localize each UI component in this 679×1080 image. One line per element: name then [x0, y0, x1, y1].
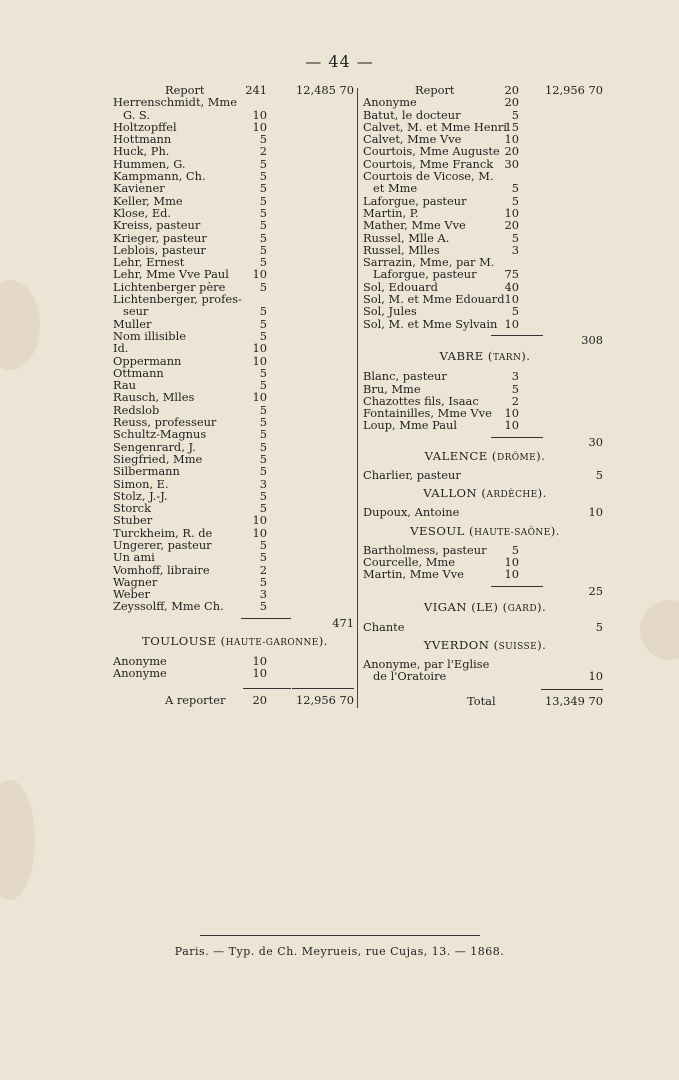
donor-amount: 5 [259, 193, 267, 208]
list-item [113, 600, 357, 612]
list-item [363, 305, 607, 317]
heading-city: VABRE [439, 349, 484, 364]
column-divider [357, 88, 358, 708]
donor-amount: 10 [504, 554, 519, 569]
section-heading-valence: VALENCE (DRÔME). [424, 449, 546, 464]
donor-amount: 5 [259, 427, 267, 442]
donor-amount: 10 [252, 353, 267, 368]
list-item [113, 667, 357, 679]
donor-amount: 5 [259, 365, 267, 380]
list-item [363, 318, 607, 330]
donor-amount: 10 [252, 525, 267, 540]
donor-total: 5 [595, 468, 603, 483]
section-heading-vabre: VABRE (TARN). [439, 349, 531, 364]
donor-amount: 10 [252, 666, 267, 681]
donor-name: Report [415, 83, 455, 97]
donor-name: Martin, Mme Vve [363, 567, 464, 582]
donor-name: Id. [113, 341, 129, 356]
donor-amount: 3 [511, 242, 519, 257]
donor-name: Anonyme [113, 654, 167, 669]
heading-region: DRÔME [496, 453, 537, 464]
section-heading-vigan: VIGAN (LE) (GARD). [423, 599, 547, 614]
donor-amount: 5 [259, 156, 267, 171]
list-item [363, 96, 607, 108]
donor-name: Storck [113, 501, 151, 516]
right-subtotal-row-2 [363, 432, 607, 449]
right-column [363, 84, 607, 707]
donor-amount: 5 [259, 132, 267, 147]
carry-label: A reporter [165, 692, 226, 707]
donor-name: Schultz-Magnus [113, 427, 207, 442]
donor-name: Blanc, pasteur [363, 369, 447, 384]
donor-total: 10 [588, 505, 603, 520]
donor-amount: 10 [504, 567, 519, 582]
donor-name: Redslob [113, 402, 160, 417]
donor-amount: 75 [504, 267, 519, 282]
donor-name: Leblois, pasteur [113, 242, 206, 257]
donor-amount: 5 [259, 279, 267, 294]
donor-amount: 10 [252, 513, 267, 528]
donor-name: Calvet, Mme Vve [363, 132, 462, 147]
subtotal-value: 25 [588, 583, 603, 598]
donor-name: Vomhoff, libraire [113, 562, 210, 577]
donor-total: 10 [588, 669, 603, 684]
donor-name: Calvet, M. et Mme Henri [363, 119, 507, 134]
donor-amount: 5 [259, 451, 267, 466]
list-item [113, 145, 357, 157]
donor-name: Silbermann [113, 464, 180, 479]
list-item [113, 305, 357, 317]
donor-name: Russel, Mlles [363, 242, 440, 257]
donor-name: Sarrazin, Mme, par M. [363, 255, 495, 270]
donor-amount: 10 [252, 267, 267, 282]
grand-total-row [363, 693, 607, 707]
list-item [113, 465, 357, 477]
heading-city: VALLON [423, 486, 478, 501]
donor-amount: 5 [511, 304, 519, 319]
donor-amount: 30 [504, 156, 519, 171]
subtotal-value: 471 [332, 615, 354, 630]
donor-total: 5 [595, 619, 603, 634]
donor-name: Chante [363, 619, 405, 634]
total-rule [541, 689, 603, 690]
heading-city: TOULOUSE [142, 634, 217, 649]
subtotal-rule [491, 437, 543, 438]
donor-amount: 5 [259, 550, 267, 565]
donor-amount: 2 [511, 393, 519, 408]
donor-amount: 5 [259, 464, 267, 479]
donor-name: Stolz, J.-J. [113, 488, 168, 503]
donor-name: Anonyme [363, 95, 417, 110]
list-item [363, 621, 607, 633]
carry-amount: 20 [252, 692, 267, 707]
right-subtotal-row-1 [363, 330, 607, 347]
donor-name: Lehr, Mme Vve Paul [113, 267, 229, 282]
heading-city: YVERDON [423, 638, 490, 653]
donor-amount: 20 [504, 95, 519, 110]
donor-amount: 5 [259, 242, 267, 257]
donor-name: Courtois, Mme Auguste [363, 144, 500, 159]
list-item [113, 182, 357, 194]
right-subtotal-row-3 [363, 581, 607, 598]
donor-name: Nom illisible [113, 328, 186, 343]
donor-amount: 5 [259, 255, 267, 270]
right-entry-list [363, 84, 607, 330]
donor-amount: 5 [511, 107, 519, 122]
donor-amount: 10 [504, 418, 519, 433]
donor-name: Chazottes fils, Isaac [363, 393, 479, 408]
donor-amount: 5 [259, 415, 267, 430]
donor-name: Sol, Edouard [363, 279, 438, 294]
heading-region: HAUTE-SAÔNE [474, 527, 551, 538]
donor-name: Russel, Mlle A. [363, 230, 450, 245]
donor-amount: 5 [511, 193, 519, 208]
subtotal-rule [241, 618, 291, 619]
donor-name: G. S. [123, 107, 150, 122]
list-item [363, 506, 607, 518]
donor-amount: 20 [504, 218, 519, 233]
donor-name: Courcelle, Mme [363, 554, 455, 569]
donor-name: Ottmann [113, 365, 164, 380]
donor-amount: 10 [504, 406, 519, 421]
donor-amount: 2 [259, 562, 267, 577]
donor-name: Laforgue, pasteur [373, 267, 477, 282]
donor-amount: 2 [259, 144, 267, 159]
total-rules [363, 685, 607, 693]
donor-amount: 5 [259, 599, 267, 614]
donor-name: Wagner [113, 574, 158, 589]
section-heading-yverdon: YVERDON (SUISSE). [423, 638, 547, 653]
list-item [113, 268, 357, 280]
donor-name: Holtzopffel [113, 119, 177, 134]
donor-name: Lichtenberger, profes- [113, 292, 242, 307]
donor-amount: 5 [259, 218, 267, 233]
heading-region: SUISSE [498, 642, 538, 653]
donor-amount: 5 [259, 181, 267, 196]
donor-amount: 10 [252, 119, 267, 134]
donor-name: Anonyme [113, 666, 167, 681]
donor-name: Dupoux, Antoine [363, 505, 460, 520]
list-item [363, 670, 607, 682]
donor-name: Klose, Ed. [113, 205, 172, 220]
list-item [113, 478, 357, 490]
left-column [113, 84, 357, 706]
carry-rule-amount [243, 688, 291, 689]
carry-rule-total [292, 688, 354, 689]
donor-name: Krieger, pasteur [113, 230, 207, 245]
donor-name: Sengenrard, J. [113, 439, 196, 454]
list-item [113, 391, 357, 403]
donor-name: Turckheim, R. de [113, 525, 213, 540]
subtotal-value: 30 [588, 434, 603, 449]
left-entry-list [113, 84, 357, 613]
footer-rule [200, 935, 480, 936]
donor-name: Rau [113, 378, 136, 393]
carry-forward-row [113, 692, 357, 706]
subtotal-rule [491, 335, 543, 336]
donor-name: Fontainilles, Mme Vve [363, 406, 492, 421]
donor-amount: 5 [511, 381, 519, 396]
donor-name: Herrenschmidt, Mme [113, 95, 237, 110]
donor-name: Lehr, Ernest [113, 255, 185, 270]
donor-amount: 40 [504, 279, 519, 294]
donor-name: Batut, le docteur [363, 107, 461, 122]
donor-amount: 10 [252, 390, 267, 405]
donor-name: Hottmann [113, 132, 172, 147]
donor-name: Sol, M. et Mme Edouard [363, 292, 505, 307]
donor-name: Weber [113, 587, 150, 602]
list-item [113, 219, 357, 231]
donor-name: Report [165, 83, 205, 97]
donor-name: Oppermann [113, 353, 182, 368]
carry-total: 12,956 70 [296, 692, 354, 707]
donor-name: Courtois de Vicose, M. [363, 169, 494, 184]
donor-name: Stuber [113, 513, 153, 528]
donor-amount: 241 [245, 83, 267, 97]
donor-name: de l'Oratoire [373, 669, 447, 684]
page-number: — 44 — [305, 52, 374, 71]
heading-city: VALENCE [424, 449, 488, 464]
heading-region: ARDÈCHE [486, 490, 538, 501]
list-item [363, 419, 607, 431]
vesoul-entry-list [363, 544, 607, 581]
donor-name: Lichtenberger père [113, 279, 226, 294]
donor-amount: 5 [511, 230, 519, 245]
donor-name: Simon, E. [113, 476, 169, 491]
donor-amount: 5 [511, 181, 519, 196]
section-heading-toulouse: TOULOUSE (HAUTE-GARONNE). [142, 634, 328, 649]
donor-name: Martin, P. [363, 205, 419, 220]
donor-name: et Mme [373, 181, 418, 196]
donor-name: Un ami [113, 550, 155, 565]
donor-amount: 3 [259, 587, 267, 602]
donor-name: Hummen, G. [113, 156, 186, 171]
donor-name: Laforgue, pasteur [363, 193, 467, 208]
heading-city: VIGAN (LE) [423, 599, 499, 614]
donor-amount: 5 [259, 402, 267, 417]
heading-region: TARN [492, 353, 522, 364]
donor-amount: 10 [504, 132, 519, 147]
list-item [363, 370, 607, 382]
total-label: Total [467, 693, 496, 708]
toulouse-entry-list [113, 655, 357, 680]
donor-amount: 10 [252, 654, 267, 669]
subtotal-rule [491, 586, 543, 587]
donor-name: Zeyssolff, Mme Ch. [113, 599, 224, 614]
list-item [113, 514, 357, 526]
donor-name: Keller, Mme [113, 193, 183, 208]
running-total: 12,956 70 [545, 83, 603, 97]
donor-amount: 5 [259, 378, 267, 393]
list-item [363, 469, 607, 481]
donor-amount: 15 [504, 119, 519, 134]
donor-amount: 10 [504, 316, 519, 331]
donor-name: Kaviener [113, 181, 165, 196]
list-item [363, 219, 607, 231]
list-item [363, 182, 607, 194]
list-item [113, 355, 357, 367]
donor-amount: 5 [259, 537, 267, 552]
donor-amount: 10 [252, 107, 267, 122]
donor-amount: 10 [504, 292, 519, 307]
donor-amount: 5 [511, 542, 519, 557]
list-item [113, 293, 357, 305]
donor-name: Kampmann, Ch. [113, 169, 206, 184]
donor-name: seur [123, 304, 149, 319]
section-heading-vallon: VALLON (ARDÈCHE). [423, 486, 547, 501]
donor-name: Rausch, Mlles [113, 390, 195, 405]
donor-amount: 3 [511, 369, 519, 384]
donor-amount: 10 [252, 341, 267, 356]
donor-name: Reuss, professeur [113, 415, 217, 430]
list-item [113, 342, 357, 354]
donor-amount: 5 [259, 304, 267, 319]
donor-name: Charlier, pasteur [363, 468, 461, 483]
list-item [363, 383, 607, 395]
list-item [363, 145, 607, 157]
donor-amount: 20 [504, 83, 519, 97]
list-item [363, 568, 607, 580]
list-item [363, 268, 607, 280]
list-item [113, 551, 357, 563]
subtotal-value: 308 [581, 332, 603, 347]
heading-region: HAUTE-GARONNE [225, 638, 319, 649]
donor-name: Siegfried, Mme [113, 451, 203, 466]
donor-amount: 20 [504, 144, 519, 159]
donor-name: Courtois, Mme Franck [363, 156, 494, 171]
donor-amount: 5 [259, 501, 267, 516]
donor-amount: 5 [259, 439, 267, 454]
left-subtotal-row [113, 613, 357, 630]
donor-amount: 10 [504, 205, 519, 220]
donor-amount: 5 [259, 574, 267, 589]
list-item [113, 232, 357, 244]
donor-name: Mather, Mme Vve [363, 218, 466, 233]
donor-amount: 3 [259, 476, 267, 491]
donor-name: Loup, Mme Paul [363, 418, 458, 433]
total-value: 13,349 70 [545, 693, 603, 708]
donor-amount: 5 [259, 316, 267, 331]
heading-region: GARD [507, 603, 537, 614]
donor-name: Muller [113, 316, 152, 331]
donor-amount: 5 [259, 230, 267, 245]
donor-amount: 5 [259, 488, 267, 503]
list-item [113, 330, 357, 342]
list-item [113, 96, 357, 108]
running-total: 12,485 70 [296, 83, 354, 97]
donor-amount: 5 [259, 169, 267, 184]
list-item [363, 232, 607, 244]
donor-name: Kreiss, pasteur [113, 218, 201, 233]
donor-name: Ungerer, pasteur [113, 537, 212, 552]
donor-name: Huck, Ph. [113, 144, 170, 159]
donor-name: Anonyme, par l'Eglise [363, 657, 490, 672]
carry-rules [113, 684, 357, 692]
list-item [113, 367, 357, 379]
list-item [113, 428, 357, 440]
section-heading-vesoul: VESOUL (HAUTE-SAÔNE). [410, 523, 560, 538]
printer-imprint: Paris. — Typ. de Ch. Meyrueis, rue Cujas, 13. — 1868. [174, 945, 505, 958]
heading-city: VESOUL [410, 523, 465, 538]
donor-amount: 5 [259, 205, 267, 220]
donor-amount: 5 [259, 328, 267, 343]
donor-name: Bru, Mme [363, 381, 421, 396]
donor-name: Sol, Jules [363, 304, 417, 319]
donor-name: Sol, M. et Mme Sylvain [363, 316, 498, 331]
vabre-entry-list [363, 370, 607, 431]
donor-name: Bartholmess, pasteur [363, 542, 487, 557]
